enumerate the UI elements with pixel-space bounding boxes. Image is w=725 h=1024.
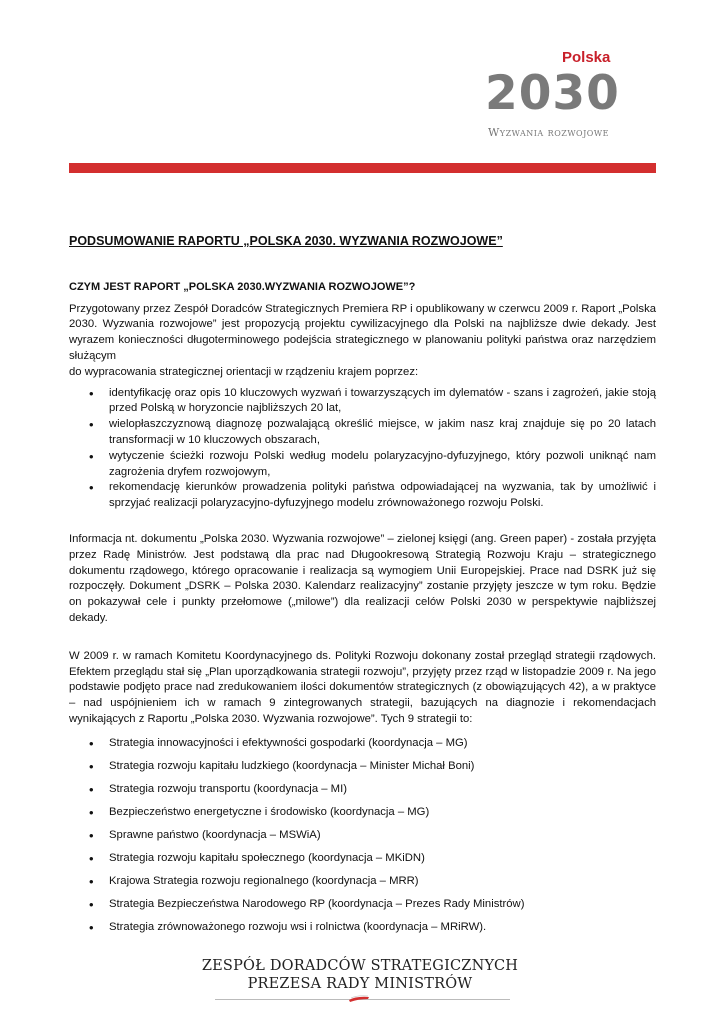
list-item: • Sprawne państwo (koordynacja – MSWiA): [109, 828, 656, 844]
logo-polska: Polska: [562, 49, 611, 66]
intro-paragraph: Przygotowany przez Zespół Doradców Strategicznych Premiera RP i opublikowany w czerwcu 2009 r. Raport „Polska 2030. Wyzwania rozwojowe” jest propozycją projektu cywilizacyjnego dla Polski na najbliższe dwie dekady. Jest wyrazem konieczności długoterminowego podejścia strategicznego w planowaniu polityki państwa oraz narzędziem służącym: [69, 302, 656, 362]
list-item: • Strategia Bezpieczeństwa Narodowego RP (koordynacja – Prezes Rady Ministrów): [109, 897, 656, 913]
intro-paragraph-cont: do wypracowania strategicznej orientacji w rządzeniu krajem poprzez:: [69, 365, 419, 378]
list-item: • Strategia zrównoważonego rozwoju wsi i rolnictwa (koordynacja – MRiRW).: [109, 920, 656, 936]
footer-line-2: PREZESA RADY MINISTRÓW: [247, 976, 473, 992]
section-heading: CZYM JEST RAPORT „POLSKA 2030.WYZWANIA ROZWOJOWE”?: [69, 280, 416, 293]
list-item: • identyfikację oraz opis 10 kluczowych wyzwań i towarzyszących im dylematów - szans i zagrożeń, jakie stoją przed Polską w horyzoncie najbliższych 20 lat,: [109, 386, 656, 418]
document-title: PODSUMOWANIE RAPORTU „POLSKA 2030. WYZWANIA ROZWOJOWE”: [69, 234, 503, 248]
document-body: [69, 234, 656, 943]
list-item: • Strategia rozwoju kapitału społecznego (koordynacja – MKiDN): [109, 851, 656, 867]
list-item: • Strategia rozwoju kapitału ludzkiego (koordynacja – Minister Michał Boni): [109, 759, 656, 775]
list-item: • Krajowa Strategia rozwoju regionalnego (koordynacja – MRR): [109, 874, 656, 890]
list-item: • Strategia innowacyjności i efektywności gospodarki (koordynacja – MG): [109, 736, 656, 752]
list-item: • Strategia rozwoju transportu (koordynacja – MI): [109, 782, 656, 798]
logo-subtitle: Wyzwania rozwojowe: [488, 126, 609, 139]
goals-list: [69, 386, 656, 512]
footer-line-1: ZESPÓŁ DORADCÓW STRATEGICZNYCH: [201, 958, 519, 974]
paragraph-green-paper: Informacja nt. dokumentu „Polska 2030. Wyzwania rozwojowe” – zielonej księgi (ang. Green paper) - została przyjęta przez Radę Ministrów. Jest podstawą dla prac nad Długookresową Strategią Rozwoju Kraju – strategicznego dokumentu rządowego, którego opracowanie i realizacja są wymogiem Unii Europejskiej. Prace nad DSRK już się rozpoczęły. Dokument „DSRK – Polska 2030. Kalendarz realizacyjny” zostanie przyjęty jeszcze w tym roku. Będzie on pokazywał cele i punkty przełomowe („milowe”) dla realizacji celów Polski 2030 w perspektywie najbliższej dekady.: [69, 532, 656, 624]
strategies-list: [69, 736, 656, 936]
list-item: • rekomendację kierunków prowadzenia polityki państwa odpowiadającej na wyzwania, tak by umożliwić i sprzyjać realizacji polaryzacyjno-dyfuzyjnego modelu zrównoważonego rozwoju Polski.: [109, 480, 656, 512]
paragraph-strategies: W 2009 r. w ramach Komitetu Koordynacyjnego ds. Polityki Rozwoju dokonany został przegląd strategii rządowych. Efektem przeglądu stał się „Plan uporządkowania strategii rozwoju”, przyjęty przez rząd w listopadzie 2009 r. Na jego podstawie podjęto prace nad zredukowaniem ilości dokumentów strategicznych (z obowiązujących 42), a w praktyce – nad uspójnieniem ich w ramach 9 zintegrowanych strategii, bazujących na diagnozie i rekomendacjach wynikających z Raportu „Polska 2030. Wyzwania rozwojowe”. Tych 9 strategii to:: [69, 649, 656, 725]
list-item: • wytyczenie ścieżki rozwoju Polski według modelu polaryzacyjno-dyfuzyjnego, który pozwoli uniknąć nam zagrożenia dryfem rozwojowym,: [109, 449, 656, 481]
list-item: • Bezpieczeństwo energetyczne i środowisko (koordynacja – MG): [109, 805, 656, 821]
logo-year: 2030: [485, 66, 620, 121]
polska-2030-logo: [480, 50, 630, 145]
list-item: • wielopłaszczyznową diagnozę pozwalającą określić miejsce, w jakim nasz kraj znajduje się po 20 latach transformacji w 10 kluczowych obszarach,: [109, 417, 656, 449]
polish-flag-icon: [348, 995, 370, 1004]
footer-organization: [200, 957, 520, 993]
header-red-bar: [69, 163, 656, 173]
